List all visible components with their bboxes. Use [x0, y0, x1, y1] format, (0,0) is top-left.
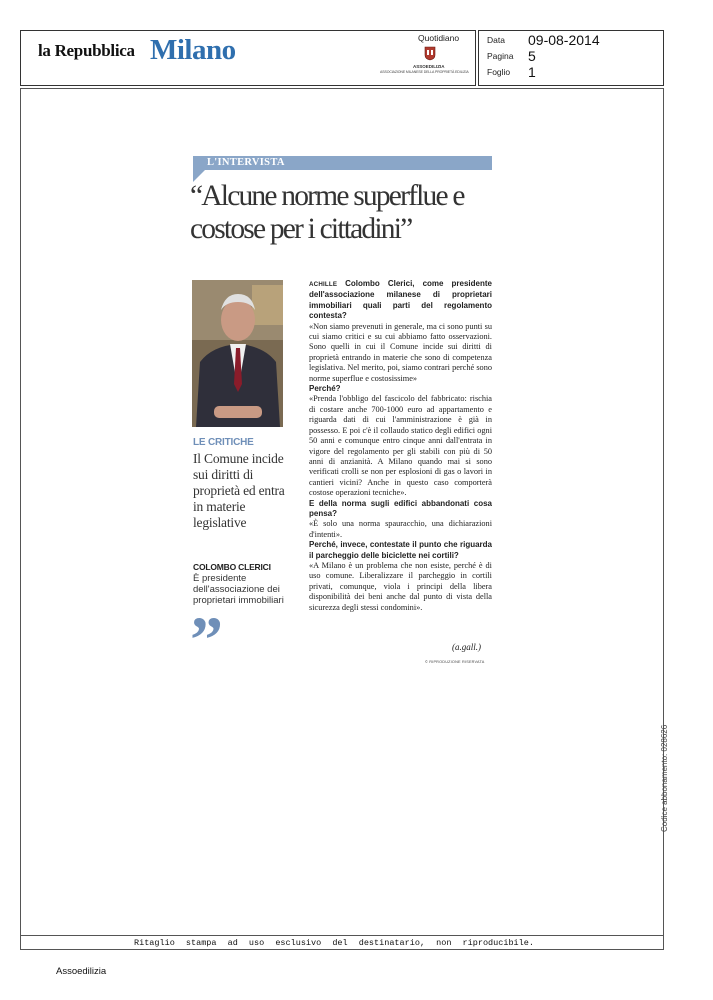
question-2: Perché? — [309, 384, 341, 394]
meta-label-pagina: Pagina — [487, 51, 514, 61]
interviewee-role: È presidente dell'associazione dei proprietari immobiliari — [193, 573, 284, 607]
question-4: Perché, invece, contestate il punto che riguarda il parcheggio delle biciclette nei cortili? — [309, 540, 492, 560]
byline: (a.gall.) — [452, 642, 481, 652]
meta-value-foglio: 1 — [528, 64, 536, 80]
article-body — [309, 279, 492, 613]
pull-quote: Il Comune incide sui diritti di proprietà ed entra in materie legislative — [193, 451, 285, 530]
logo-repubblica: la Repubblica — [38, 41, 135, 60]
question-3: E della norma sugli edifici abbandonati cosa pensa? — [309, 498, 492, 518]
logo-milano: Milano — [150, 34, 236, 66]
kicker: L'INTERVISTA — [207, 157, 285, 168]
assoc-seal-icon — [424, 46, 436, 61]
portrait-photo — [192, 280, 283, 427]
interviewee-name: COLOMBO CLERICI — [193, 562, 271, 572]
sidebar-label: LE CRITICHE — [193, 437, 254, 448]
source-label: Assoedilizia — [56, 966, 107, 977]
meta-label-data: Data — [487, 35, 505, 45]
answer-1: «Non siamo prevenuti in generale, ma ci sono punti su cui siamo critici e su cui abbiamo fatto osservazioni. Sono quelli in cui il Comune incide sui diritti di proprietà entrando in materie che sono di competenza legislativa. Nel merito, poi, siamo contrari perché sono norme superflue e costosissime» — [309, 321, 492, 383]
quote-mark-icon: ” — [190, 604, 223, 677]
lead-question: ACHILLE Colombo Clerici, come presidente dell'associazione milanese di proprietari immobiliari quali parti del regolamento contesta? — [309, 279, 492, 321]
meta-label-foglio: Foglio — [487, 67, 511, 77]
answer-2: «Prenda l'obbligo del fascicolo del fabbricato: rischia di costare anche 700-1000 euro ad appartamento e riguarda dati di cui l'amministrazione è già in possesso. E poi c'è il collaudo statico degli edifici ogni 50 anni e comunque entro cinque anni dall'entrata in vigore del regolamento per gli stabili con più di 50 anni di anzianità. A Milano quando mai si sono verificati crolli se non per esplosioni di gas o lavori in cantieri vicini? Anche in questo caso comporterà costose operazioni tecniche». — [309, 394, 492, 498]
meta-value-data: 09-08-2014 — [528, 32, 600, 48]
headline: “Alcune norme superflue e costose per i cittadini” — [190, 180, 464, 245]
lead-name: ACHILLE — [309, 281, 338, 288]
footer-notice: Ritaglio stampa ad uso esclusivo del destinatario, non riproducibile. — [134, 938, 534, 948]
assoc-subtitle: ASSOCIAZIONE MILANESE DELLA PROPRIETÀ EDILIZIA — [380, 70, 469, 74]
subscription-code: Codice abbonamento: 028626 — [660, 724, 669, 832]
answer-4: «A Milano è un problema che non esiste, perché è di uso comune. Liberalizzare il parcheggio in cortili privati, comunque, viola i principi della libera disponibilità dei beni anche dal punto di vista della sicurezza degli stessi condomini». — [309, 560, 492, 612]
meta-value-pagina: 5 — [528, 48, 536, 64]
quotidiano-label: Quotidiano — [418, 33, 460, 43]
answer-3: «È solo una norma spauracchio, una dichiarazioni d'intenti». — [309, 519, 492, 539]
rights-notice: © RIPRODUZIONE RISERVATA — [425, 660, 485, 664]
assoc-name: ASSOEDILIZIA — [413, 64, 445, 69]
